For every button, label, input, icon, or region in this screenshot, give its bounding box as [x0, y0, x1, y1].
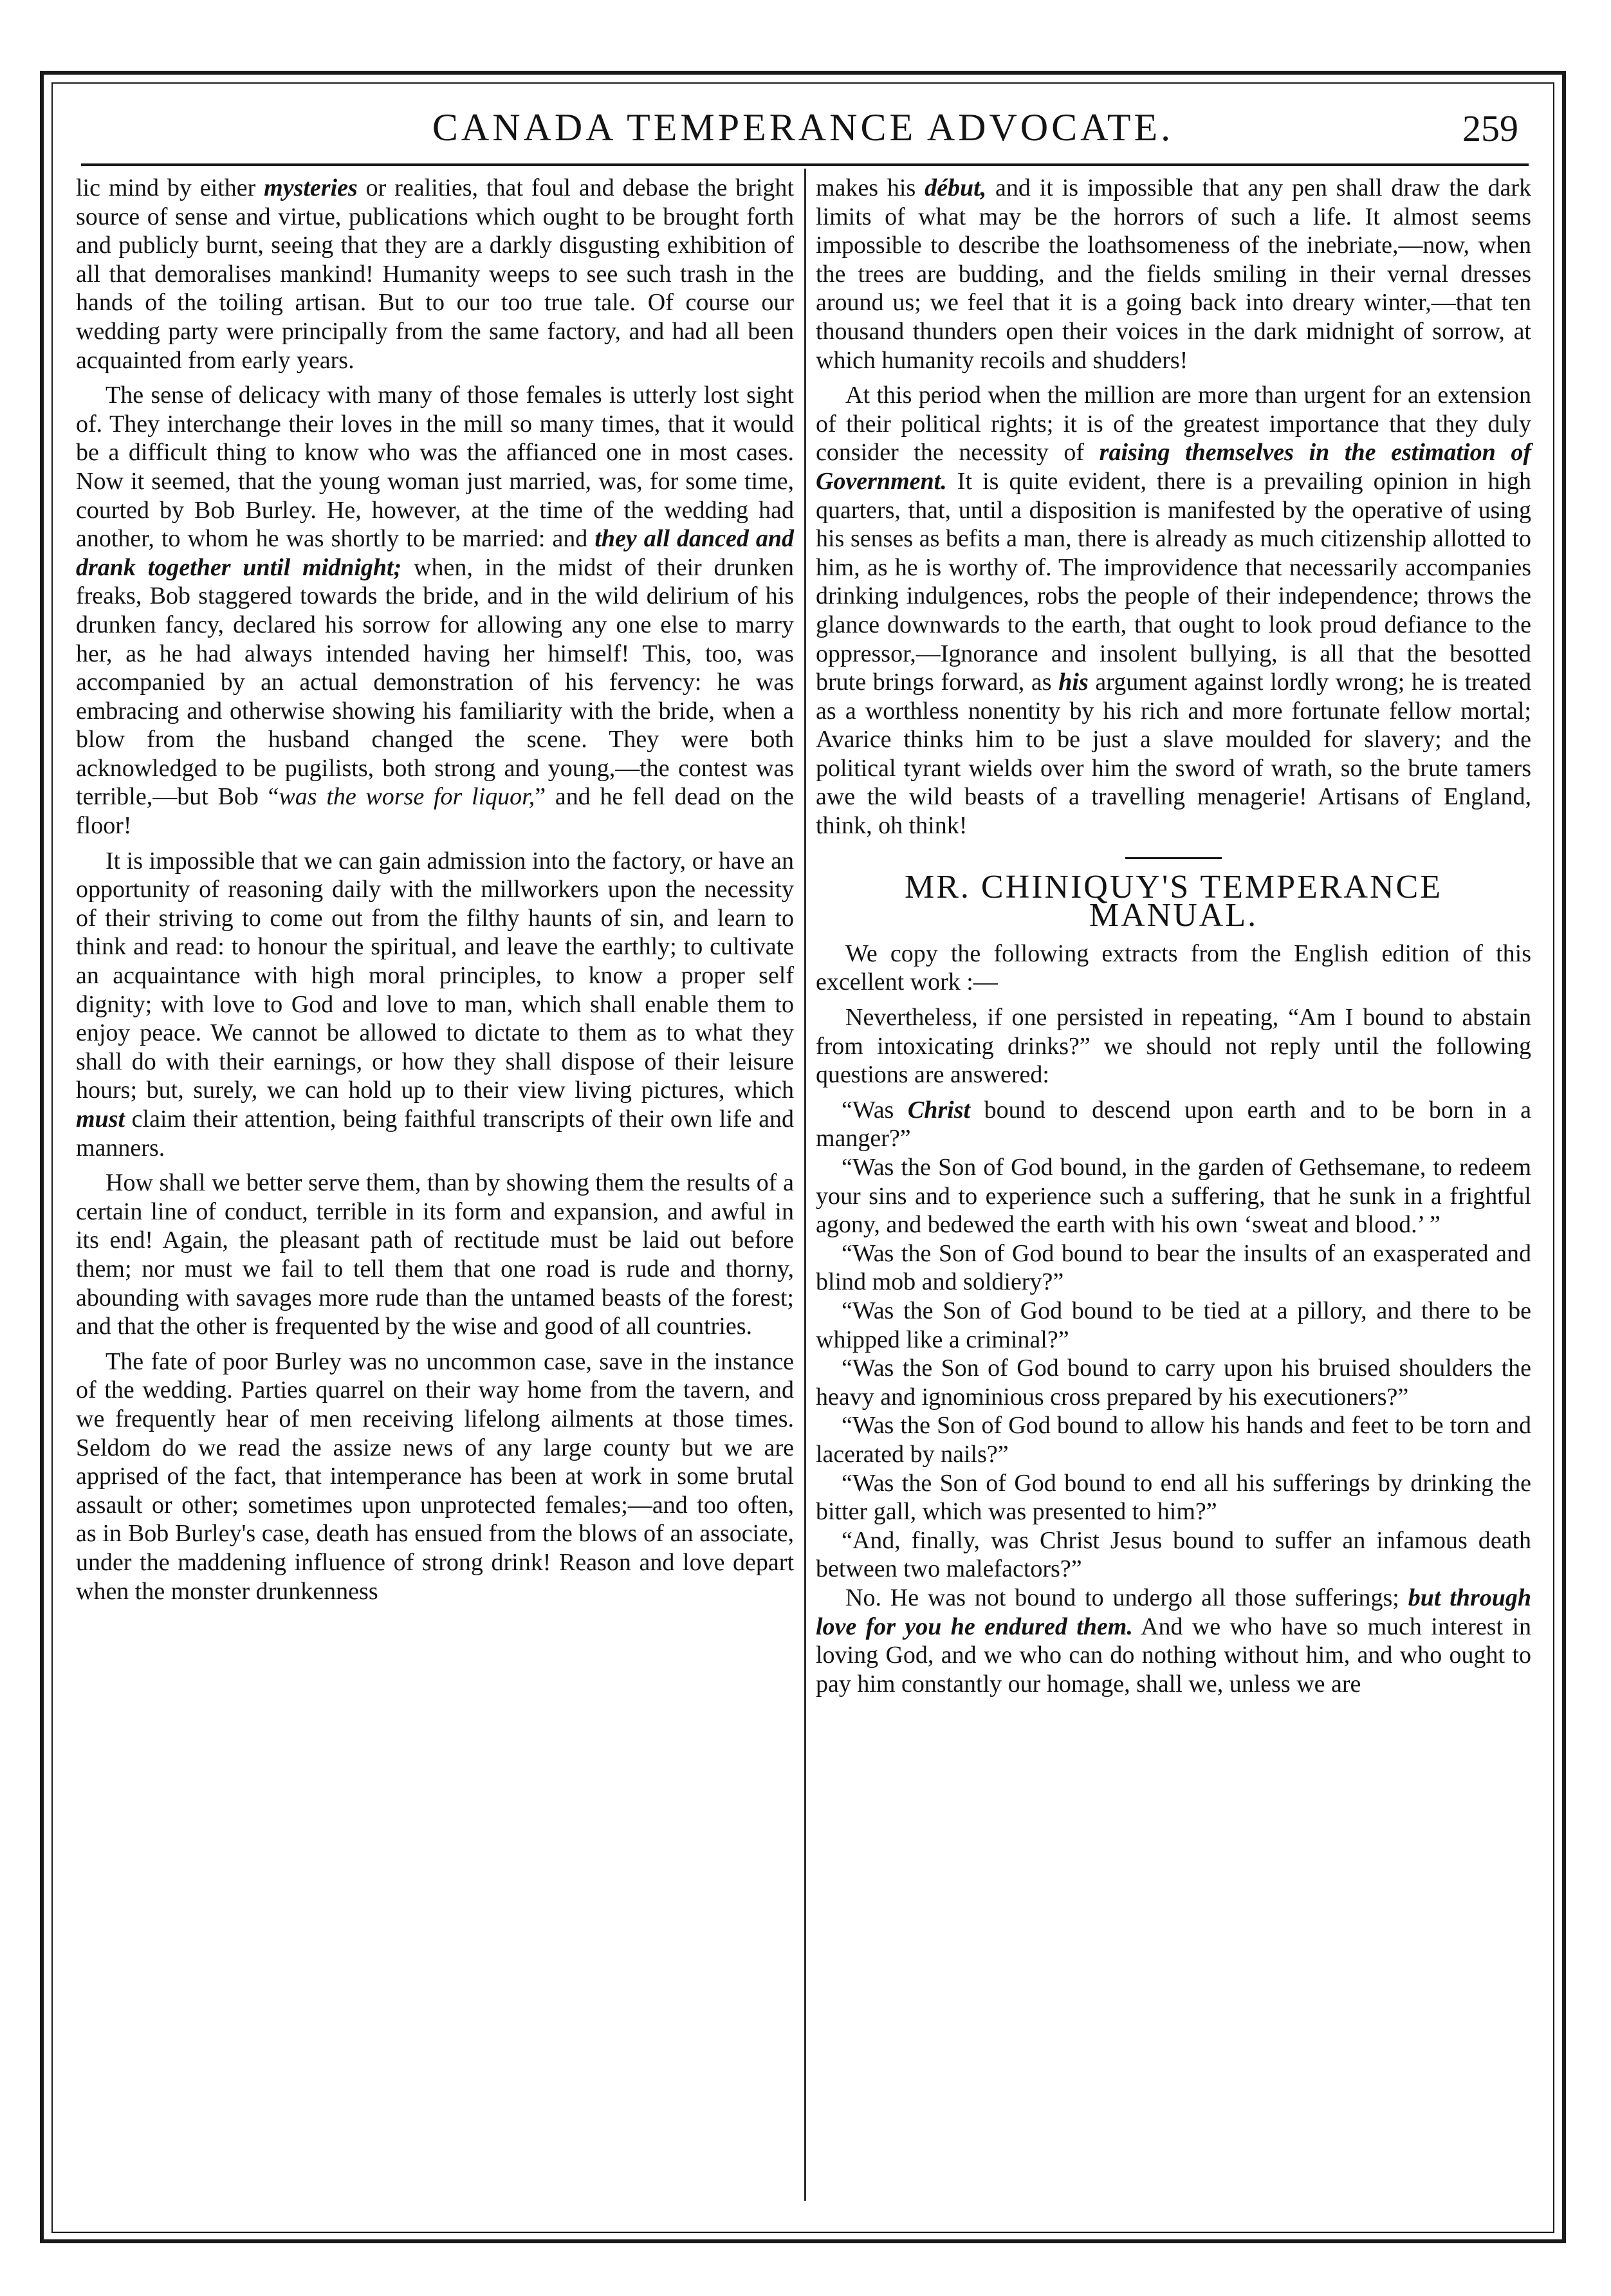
- question-quote: “Was the Son of God bound to carry upon his bruised shoulders the heavy and ignominious cross prepared by his executioners?”: [816, 1355, 1531, 1411]
- question-quote: “Was the Son of God bound to bear the insults of an exasperated and blind mob and soldiery?”: [816, 1239, 1531, 1296]
- article-paragraph: How shall we better serve them, than by showing them the results of a certain line of conduct, terrible in its form and expansion, and awful in its end! Again, the pleasant path of rectitude must be laid out before them; nor must we fail to tell them that one road is rude and thorny, abounding with savages more rude than the untamed beasts of the forest; and that the other is frequented by the wise and good of all countries.: [76, 1169, 794, 1340]
- question-quote: “Was the Son of God bound to end all his sufferings by drinking the bitter gall, which was presented to him?”: [816, 1469, 1531, 1526]
- article-paragraph: Nevertheless, if one persisted in repeating, “Am I bound to abstain from intoxicating drinks?” we should not reply until the following questions are answered:: [816, 1004, 1531, 1089]
- article-paragraph: lic mind by either mysteries or realities, that foul and debase the bright source of sense and virtue, publications which ought to be brought forth and publicly burnt, seeing that they are a darkly disgusting exhibition of all that demoralises mankind! Humanity weeps to see such trash in the hands of the toiling artisan. But to our too true tale. Of course our wedding party were principally from the same factory, and had all been acquainted from early years.: [76, 174, 794, 374]
- article-paragraph: The sense of delicacy with many of those females is utterly lost sight of. They interchange their loves in the mill so many times, that it would be a difficult thing to know who was the affianced one in most cases. Now it seemed, that the young woman just married, was, for some time, courted by Bob Burley. He, however, at the time of the wedding had another, to whom he was shortly to be married: and they all danced and drank together until midnight; when, in the midst of their drunken freaks, Bob staggered towards the bride, and in the wild delirium of his drunken fancy, declared his sorrow for allowing any one else to marry her, as he had always intended having her himself! This, too, was accompanied by an actual demonstration of his fervency: he was embracing and otherwise showing his familiarity with the bride, when a blow from the husband changed the scene. They were both acknowledged to be pugilists, both strong and young,—the contest was terrible,—but Bob “was the worse for liquor,” and he fell dead on the floor!: [76, 382, 795, 840]
- article-paragraph: The fate of poor Burley was no uncommon case, save in the instance of the wedding. Parties quarrel on their way home from the tavern, and we frequently hear of men receiving lifelong ailments at those times. Seldom do we read the assize news of any large county but we are apprised of the fact, that intemperance has been at work in some brutal assault or other; sometimes upon unprotected females;—and too often, as in Bob Burley's case, death has ensued from the blows of an associate, under the maddening influence of strong drink! Reason and love depart when the monster drunkenness: [76, 1347, 794, 1605]
- left-column: [76, 174, 794, 1612]
- journal-title: CANADA TEMPERANCE ADVOCATE.: [432, 106, 1174, 149]
- question-quote: “Was Christ bound to descend upon earth and to be born in a manger?”: [816, 1096, 1532, 1153]
- article-paragraph: It is impossible that we can gain admission into the factory, or have an opportunity of reasoning daily with the millworkers upon the necessity of their striving to come out from the filthy haunts of sin, and learn to think and read: to honour the spiritual, and leave the earthly; to cultivate an acquaintance with high moral principles, to know a proper self dignity; with love to God and love to man, which shall enable them to enjoy peace. We cannot be allowed to dictate to them as to what they shall do with their earnings, or how they shall dispose of their leisure hours; but, surely, we can hold up to their view living pictures, which must claim their attention, being faithful transcripts of their own life and manners.: [76, 847, 794, 1162]
- header-rule: [81, 163, 1529, 166]
- question-quote: “And, finally, was Christ Jesus bound to suffer an infamous death between two malefactors?”: [816, 1526, 1531, 1583]
- right-column: [816, 174, 1531, 1705]
- article-paragraph: At this period when the million are more than urgent for an extension of their political rights; it is of the greatest importance that they duly consider the necessity of raising themselves in the estimation of Government. It is quite evident, there is a prevailing opinion in high quarters, that, until a disposition is manifested by the operative of using his senses as befits a man, there is already as much citizenship allotted to him, as he is worthy of. The improvidence that necessarily accompanies drinking indulgences, robs the people of their independence; throws the glance downwards to the earth, that ought to look proud defiance to the oppressor,—Ignorance and insolent bullying, is all that the besotted brute brings forward, as his argument against lordly wrong; he is treated as a worthless nonentity by his rich and more fortunate fellow mortal; Avarice thinks him to be just a slave moulded for slavery; and the political tyrant wields over him the sword of wrath, so the brute tamers awe the wild beasts of a travelling menagerie! Artisans of England, think, oh think!: [816, 382, 1531, 840]
- page-header: [53, 97, 1553, 158]
- question-quote: “Was the Son of God bound, in the garden of Gethsemane, to redeem your sins and to experience such a suffering, that he sunk in a frightful agony, and bedewed the earth with his own ‘sweat and blood.’ ”: [816, 1154, 1531, 1239]
- question-quote: “Was the Son of God bound to allow his hands and feet to be torn and lacerated by nails?”: [816, 1412, 1531, 1468]
- intro-paragraph: We copy the following extracts from the English edition of this excellent work :—: [816, 940, 1531, 996]
- column-divider: [804, 169, 806, 2201]
- article-paragraph: No. He was not bound to undergo all those sufferings; but through love for you he endured them. And we who have so much interest in loving God, and we who can do nothing without him, and who ought to pay him constantly our homage, shall we, unless we are: [816, 1584, 1532, 1698]
- section-title: MR. CHINIQUY'S TEMPERANCE MANUAL.: [904, 868, 1443, 934]
- page-number: 259: [1462, 107, 1518, 149]
- question-quote: “Was the Son of God bound to be tied at a pillory, and there to be whipped like a criminal?”: [816, 1297, 1531, 1353]
- article-paragraph: makes his début, and it is impossible that any pen shall draw the dark limits of what may be the horrors of such a life. It almost seems impossible to describe the loathsomeness of the inebriate,—now, when the trees are budding, and the fields smiling in their vernal dresses around us; we feel that it is a going back into dreary winter,—that ten thousand thunders open their voices in the dark midnight of sorrow, at which humanity recoils and shudders!: [816, 174, 1531, 374]
- section-separator: [1125, 857, 1222, 859]
